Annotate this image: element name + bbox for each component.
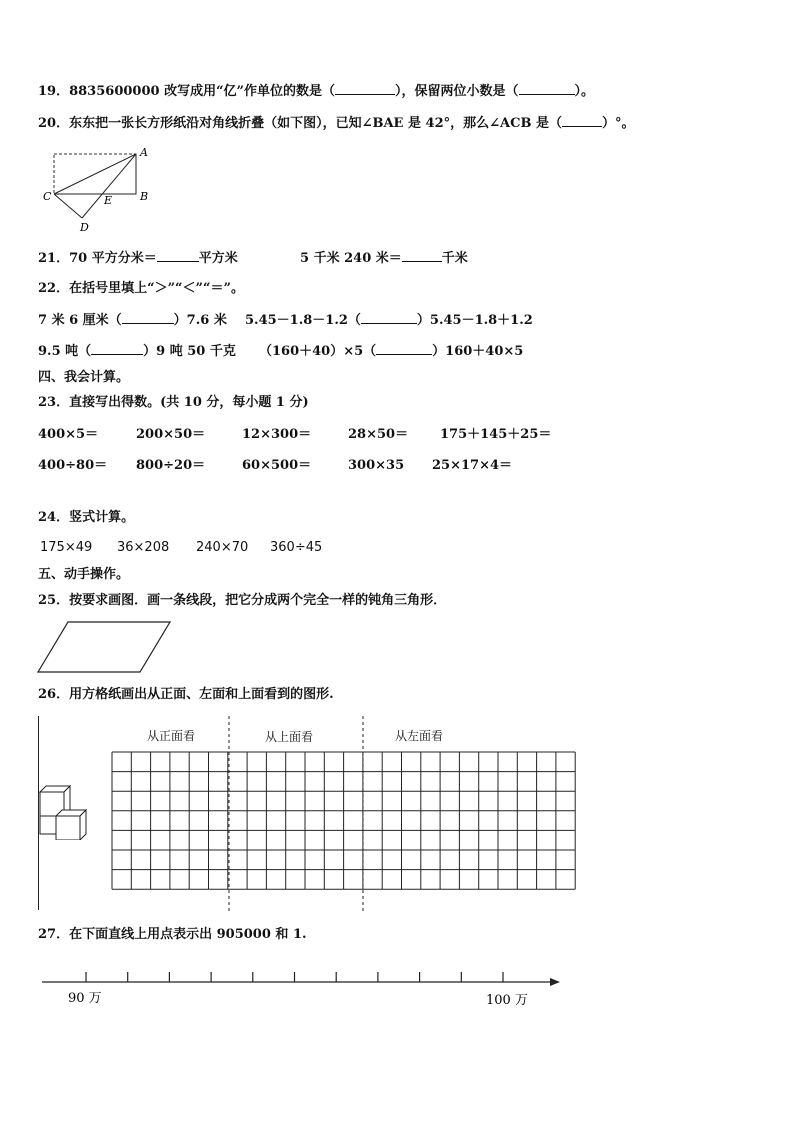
parallelogram-shape[interactable] bbox=[38, 622, 170, 672]
q22-r2-blank-2[interactable] bbox=[376, 342, 432, 355]
cube-stack-figure bbox=[38, 778, 98, 840]
view-label-left: 从左面看 bbox=[395, 729, 444, 743]
fold-edge-da bbox=[82, 154, 136, 218]
label-e: E bbox=[104, 194, 113, 207]
fold-edge-cd bbox=[54, 194, 82, 218]
folded-rectangle-diagram bbox=[38, 144, 158, 234]
q21-right: 5 千米 240 米＝ bbox=[300, 251, 402, 266]
question-21 bbox=[38, 249, 238, 268]
q23-r1-item-1: 400×5＝ bbox=[38, 427, 99, 442]
q23-r2-item-5: 25×17×4＝ bbox=[432, 458, 513, 473]
parallelogram-figure[interactable] bbox=[36, 618, 176, 678]
label-100-wan: 100 万 bbox=[486, 993, 528, 1008]
q23-r1-item-4: 28×50＝ bbox=[348, 427, 409, 442]
q27-number: 27． bbox=[38, 927, 70, 942]
q20-number: 20． bbox=[38, 116, 70, 131]
q23-r2-item-4: 300×35 bbox=[348, 458, 405, 473]
question-22 bbox=[38, 280, 244, 298]
q22-r1-left-b: ）7.6 米 bbox=[173, 313, 227, 328]
q22-r2-left-b: ）9 吨 50 千克 bbox=[143, 344, 236, 359]
arrow-head-icon bbox=[550, 978, 560, 986]
question-24 bbox=[38, 509, 134, 527]
label-c: C bbox=[43, 190, 52, 203]
q21-right-unit: 千米 bbox=[441, 251, 468, 266]
q22-r2-right-b: ）160＋40×5 bbox=[432, 344, 524, 359]
q19-text-end: ）。 bbox=[574, 84, 595, 99]
q24-item-3: 240×70 bbox=[196, 540, 249, 555]
q21-blank-1[interactable] bbox=[157, 249, 199, 262]
q22-r2-blank-1[interactable] bbox=[91, 342, 143, 355]
q22-text: 在括号里填上“＞”“＜”“＝”。 bbox=[69, 281, 244, 296]
question-27 bbox=[38, 926, 307, 944]
q23-r2-item-1: 400÷80＝ bbox=[38, 458, 108, 473]
q22-r1-left-a: 7 米 6 厘米（ bbox=[38, 313, 122, 328]
section-5-title: 五、动手操作。 bbox=[38, 567, 130, 582]
q25-text: 按要求画图．画一条线段，把它分成两个完全一样的钝角三角形． bbox=[69, 593, 447, 608]
q21-number: 21． bbox=[38, 251, 70, 266]
q20-text-end: ）°。 bbox=[601, 116, 635, 131]
q19-number: 19． bbox=[38, 84, 70, 99]
q20-blank[interactable] bbox=[562, 114, 602, 127]
q24-item-2: 36×208 bbox=[117, 540, 170, 555]
question-26 bbox=[38, 686, 334, 704]
q21-blank-2[interactable] bbox=[402, 249, 442, 262]
q23-r2-item-3: 60×500＝ bbox=[242, 458, 312, 473]
q22-r2-right-a: （160＋40）×5（ bbox=[259, 344, 377, 359]
diagonal-ca bbox=[54, 154, 136, 194]
q19-text-mid: ），保留两位小数是（ bbox=[395, 84, 519, 99]
view-label-front: 从正面看 bbox=[147, 729, 196, 743]
q22-number: 22． bbox=[38, 281, 70, 296]
label-b: B bbox=[140, 190, 149, 203]
q23-number: 23． bbox=[38, 395, 70, 410]
q22-row-2 bbox=[38, 342, 236, 361]
q22-row-1 bbox=[38, 311, 227, 330]
q25-number: 25． bbox=[38, 593, 70, 608]
q19-text: 8835600000 改写成用“亿”作单位的数是（ bbox=[69, 84, 336, 99]
q24-text: 竖式计算。 bbox=[69, 510, 135, 525]
q23-r1-item-2: 200×50＝ bbox=[136, 427, 206, 442]
view-label-top: 从上面看 bbox=[265, 730, 314, 744]
q22-r1-right-b: ）5.45－1.8＋1.2 bbox=[416, 313, 533, 328]
question-19 bbox=[38, 82, 594, 101]
q21-left: 70 平方分米＝ bbox=[69, 251, 157, 266]
q27-text: 在下面直线上用点表示出 905000 和 1. bbox=[69, 927, 307, 942]
q20-text: 东东把一张长方形纸沿对角线折叠（如下图），已知∠BAE 是 42°，那么∠ACB 是（ bbox=[69, 116, 562, 131]
q19-blank-2[interactable] bbox=[519, 82, 575, 95]
q22-r2-left-a: 9.5 吨（ bbox=[38, 344, 92, 359]
q22-r1-blank-2[interactable] bbox=[361, 311, 417, 324]
q24-number: 24． bbox=[38, 510, 70, 525]
label-d: D bbox=[80, 221, 89, 234]
question-21-right bbox=[300, 249, 468, 268]
q22-row-2-right bbox=[259, 342, 523, 361]
q22-r1-right-a: 5.45－1.8－1.2（ bbox=[245, 313, 361, 328]
q22-row-1-right bbox=[245, 311, 533, 330]
q23-r1-item-5: 175＋145＋25＝ bbox=[440, 427, 552, 442]
q26-number: 26． bbox=[38, 687, 70, 702]
question-20 bbox=[38, 114, 634, 133]
q22-r1-blank-1[interactable] bbox=[122, 311, 174, 324]
label-a: A bbox=[140, 146, 148, 159]
question-23 bbox=[38, 394, 309, 412]
q19-blank-1[interactable] bbox=[335, 82, 395, 95]
section-4-title: 四、我会计算。 bbox=[38, 370, 130, 385]
q23-r2-item-2: 800÷20＝ bbox=[136, 458, 206, 473]
q24-item-4: 360÷45 bbox=[270, 540, 323, 555]
number-line[interactable] bbox=[38, 964, 568, 1012]
label-90-wan: 90 万 bbox=[68, 991, 102, 1006]
grid-paper[interactable] bbox=[110, 716, 580, 912]
question-25 bbox=[38, 592, 446, 610]
q23-r1-item-3: 12×300＝ bbox=[242, 427, 312, 442]
q21-left-unit: 平方米 bbox=[198, 251, 238, 266]
q26-text: 用方格纸画出从正面、左面和上面看到的图形. bbox=[69, 687, 334, 702]
q24-item-1: 175×49 bbox=[40, 540, 93, 555]
q23-text: 直接写出得数。(共 10 分，每小题 1 分) bbox=[69, 395, 309, 410]
